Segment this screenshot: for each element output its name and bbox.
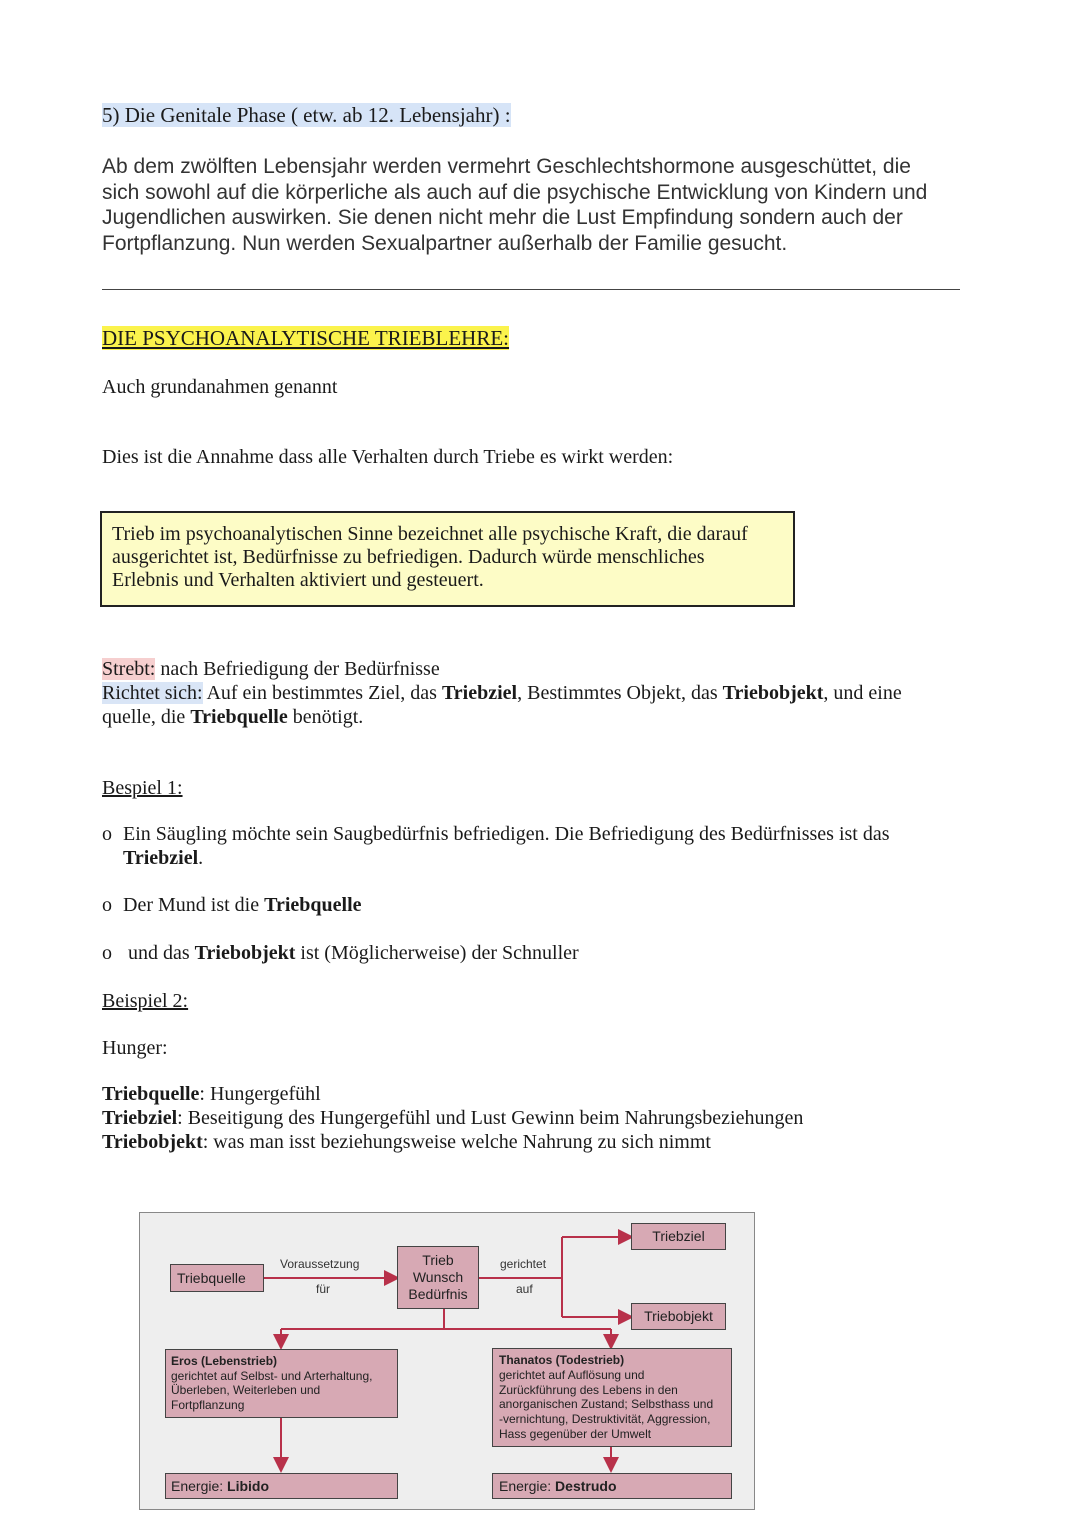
richtet-label: Richtet sich: xyxy=(102,682,203,704)
triebobjekt-box: Triebobjekt xyxy=(631,1303,726,1330)
richtet-line-2: quelle, die Triebquelle benötigt. xyxy=(102,706,364,728)
definition-line: Trieb im psychoanalytischen Sinne bezeichnet alle psychische Kraft, die darauf xyxy=(112,523,748,545)
alt-name-text: Auch grundanahmen genannt xyxy=(102,376,338,398)
trieblehre-heading: DIE PSYCHOANALYTISCHE TRIEBLEHRE: xyxy=(102,326,510,350)
beispiel1-bullet-1: Ein Säugling möchte sein Saugbedürfnis befriedigen. Die Befriedigung des Bedürfnisses ist das Triebziel. xyxy=(123,823,890,869)
gerichtet-label: gerichtet xyxy=(500,1257,547,1271)
eros-title: Eros (Lebenstrieb) xyxy=(171,1354,278,1368)
bullet-symbol: o xyxy=(102,894,112,916)
beispiel2-quelle: Triebquelle: Hungergefühl xyxy=(102,1083,321,1105)
voraussetzung-label: Voraussetzung xyxy=(280,1257,360,1271)
trieb-diagram xyxy=(139,1212,755,1510)
bullet-symbol: o xyxy=(102,823,112,845)
section5-heading: 5) Die Genitale Phase ( etw. ab 12. Lebensjahr) : xyxy=(102,103,511,127)
triebquelle-box: Triebquelle xyxy=(170,1264,264,1292)
libido-box: Energie: Libido xyxy=(165,1473,398,1499)
thanatos-box: Thanatos (Todestrieb) gerichtet auf Auflösung und Zurückführung des Lebens in den anorganischen Zustand; Selbsthass und -vernichtung, Destruktivität, Aggression, Hass gegenüber der Umwelt xyxy=(492,1348,732,1447)
paragraph-line: Ab dem zwölften Lebensjahr werden vermehrt Geschlechtshormone ausgeschüttet, die xyxy=(102,155,911,178)
beispiel1-heading: Bespiel 1: xyxy=(102,777,183,799)
destrudo-box: Energie: Destrudo xyxy=(492,1473,732,1499)
beispiel1-bullet-2: Der Mund ist die Triebquelle xyxy=(123,894,362,916)
hunger-label: Hunger: xyxy=(102,1037,168,1059)
beispiel2-heading: Beispiel 2: xyxy=(102,990,189,1012)
strebt-label: Strebt: xyxy=(102,658,156,680)
beispiel2-objekt: Triebobjekt: was man isst beziehungsweise welche Nahrung zu sich nimmt xyxy=(102,1131,711,1153)
definition-line: ausgerichtet ist, Bedürfnisse zu befriedigen. Dadurch würde menschliches xyxy=(112,546,705,568)
horizontal-divider xyxy=(102,289,960,290)
paragraph-line: sich sowohl auf die körperliche als auch auf die psychische Entwicklung von Kindern und xyxy=(102,180,928,204)
strebt-line: Strebt: nach Befriedigung der Bedürfnisse xyxy=(102,658,440,680)
definition-line: Erlebnis und Verhalten aktiviert und gesteuert. xyxy=(112,569,484,591)
intro-text: Dies ist die Annahme dass alle Verhalten durch Triebe es wirkt werden: xyxy=(102,446,674,468)
paragraph-line: Jugendlichen auswirken. Sie denen nicht mehr die Lust Empfindung sondern auch der xyxy=(102,206,903,229)
bullet-symbol: o xyxy=(102,942,112,964)
paragraph-line: Fortpflanzung. Nun werden Sexualpartner außerhalb der Familie gesucht. xyxy=(102,231,788,255)
triebziel-box: Triebziel xyxy=(631,1223,726,1250)
fuer-label: für xyxy=(316,1282,331,1296)
definition-box xyxy=(100,511,795,607)
section5-paragraph xyxy=(102,154,927,256)
beispiel1-bullet-3: und das Triebobjekt ist (Möglicherweise) der Schnuller xyxy=(128,942,579,964)
thanatos-title: Thanatos (Todestrieb) xyxy=(499,1353,625,1367)
richtet-line: Richtet sich: Auf ein bestimmtes Ziel, das Triebziel, Bestimmtes Objekt, das Triebobjekt, und eine xyxy=(102,682,902,704)
eros-box: Eros (Lebenstrieb) gerichtet auf Selbst- und Arterhaltung, Überleben, Weiterleben und Fortpflanzung xyxy=(165,1349,398,1418)
trieb-box: Trieb Wunsch Bedürfnis xyxy=(397,1246,479,1309)
beispiel2-ziel: Triebziel: Beseitigung des Hungergefühl und Lust Gewinn beim Nahrungsbeziehungen xyxy=(102,1107,804,1129)
auf-label: auf xyxy=(516,1282,533,1296)
